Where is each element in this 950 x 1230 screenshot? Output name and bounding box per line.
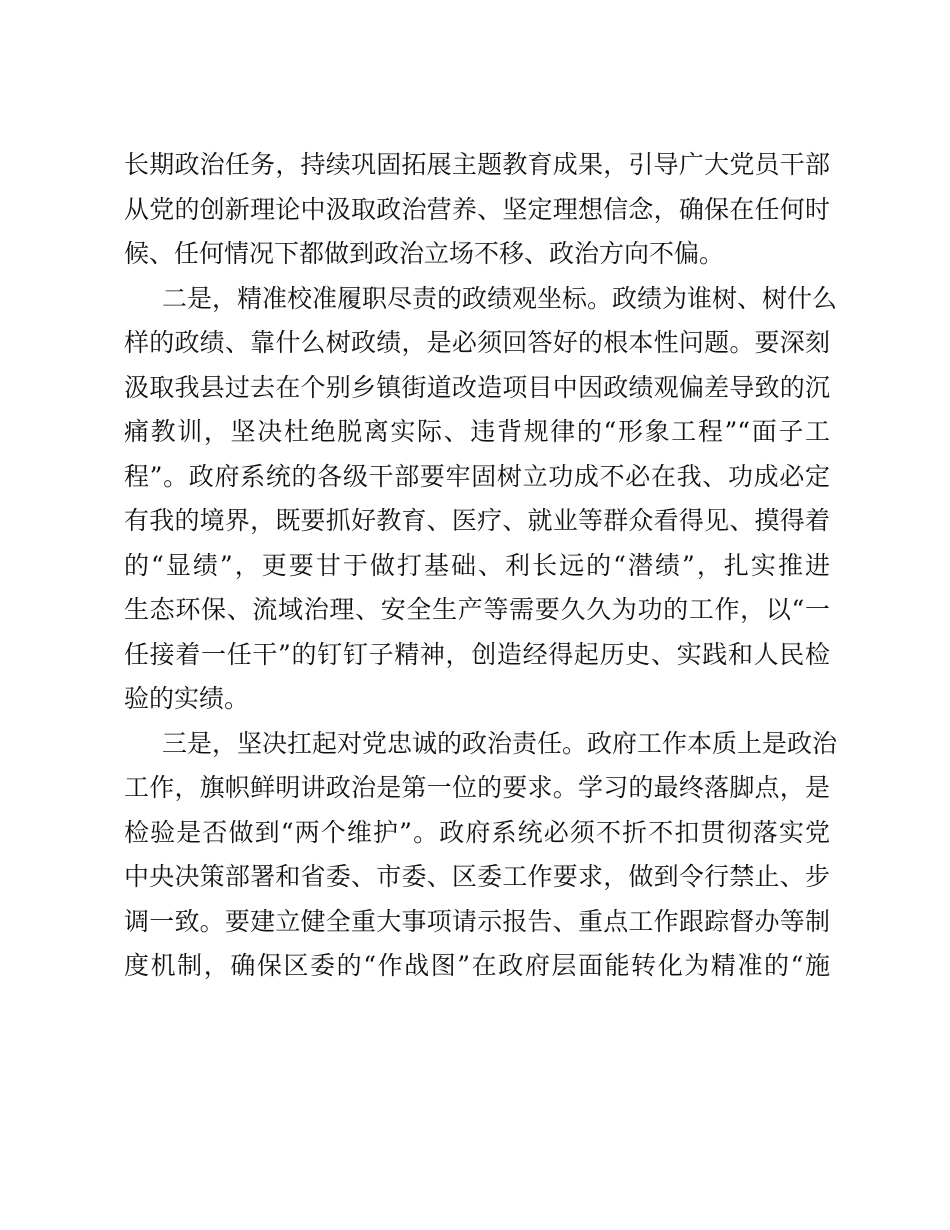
text-line: 长期政治任务，持续巩固拓展主题教育成果，引导广大党员干部 <box>124 150 830 179</box>
text-line: 验的实绩。 <box>124 684 250 713</box>
text-line: 三是，坚决扛起对党忠诚的政治责任。政府工作本质上是政治 <box>162 728 838 758</box>
text-line: 痛教训，坚决杜绝脱离实际、违背规律的“形象工程”“面子工 <box>124 417 830 446</box>
text-line: 有我的境界，既要抓好教育、医疗、就业等群众看得见、摸得着 <box>124 506 830 535</box>
text-line: 调一致。要建立健全重大事项请示报告、重点工作跟踪督办等制 <box>124 906 830 936</box>
text-line: 汲取我县过去在个别乡镇街道改造项目中因政绩观偏差导致的沉 <box>124 372 830 402</box>
text-line: 度机制，确保区委的“作战图”在政府层面能转化为精准的“施 <box>124 951 830 980</box>
text-line: 生态环保、流域治理、安全生产等需要久久为功的工作，以“一 <box>124 595 830 624</box>
paragraph-1 <box>124 143 830 277</box>
text-line: 中央决策部署和省委、市委、区委工作要求，做到令行禁止、步 <box>124 862 830 891</box>
document-body <box>124 143 838 989</box>
text-line: 二是，精准校准履职尽责的政绩观坐标。政绩为谁树、树什么 <box>162 283 838 313</box>
text-line: 的“显绩”，更要甘于做打基础、利长远的“潜绩”，扎实推进 <box>124 550 830 580</box>
text-line: 任接着一任干”的钉钉子精神，创造经得起历史、实践和人民检 <box>124 639 830 669</box>
text-line: 检验是否做到“两个维护”。政府系统必须不折不扣贯彻落实党 <box>124 817 830 847</box>
text-line: 从党的创新理论中汲取政治营养、坚定理想信念，确保在任何时 <box>124 194 830 224</box>
text-line: 工作，旗帜鲜明讲政治是第一位的要求。学习的最终落脚点，是 <box>124 773 830 802</box>
text-line: 样的政绩、靠什么树政绩，是必须回答好的根本性问题。要深刻 <box>124 328 830 357</box>
text-line: 程”。政府系统的各级干部要牢固树立功成不必在我、功成必定 <box>124 461 830 491</box>
paragraph-3 <box>124 722 838 989</box>
text-line: 候、任何情况下都做到政治立场不移、政治方向不偏。 <box>124 239 725 268</box>
paragraph-2 <box>124 277 838 722</box>
